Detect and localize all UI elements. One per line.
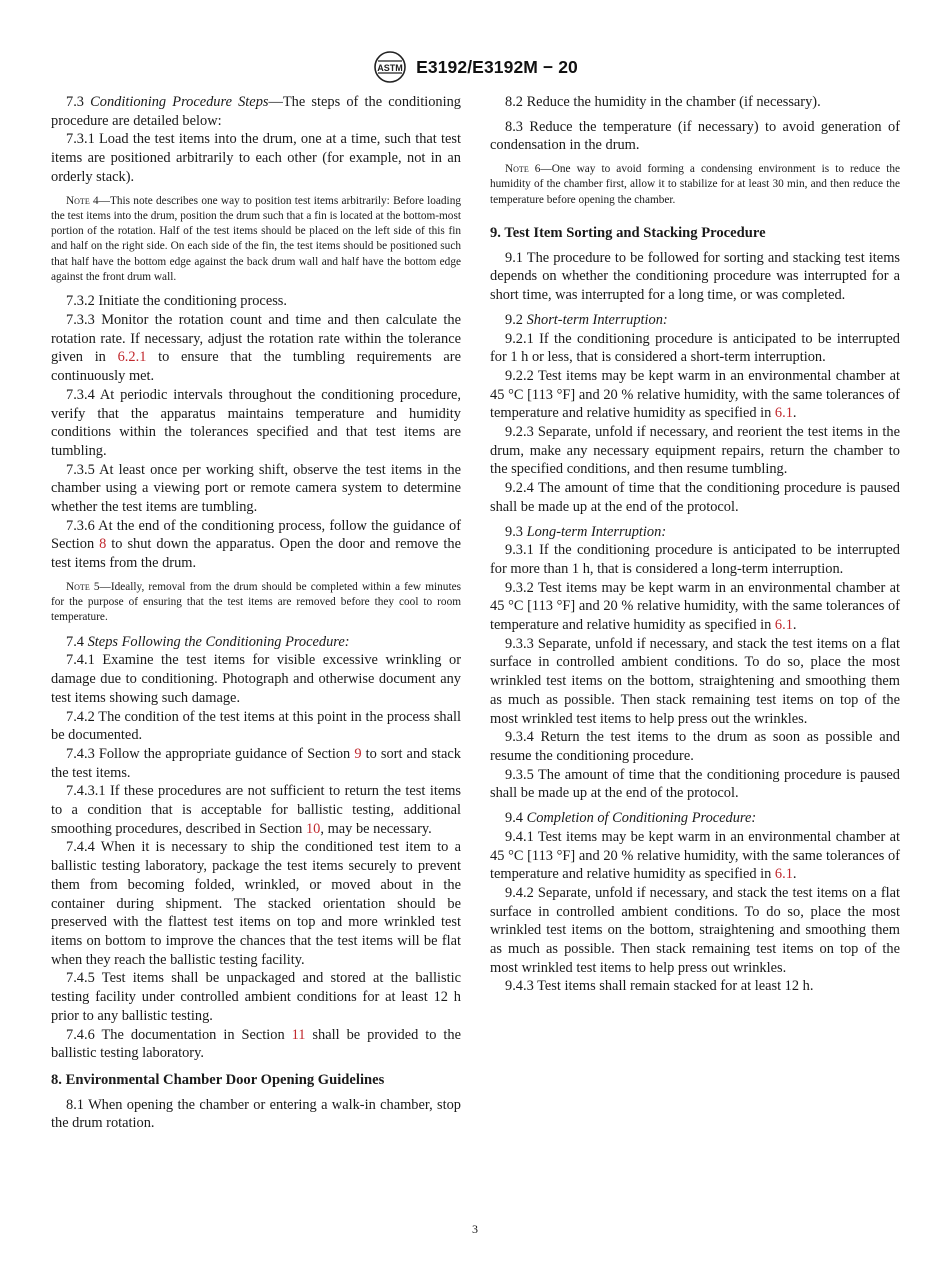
section-8-heading: 8. Environmental Chamber Door Opening Guidelines	[51, 1071, 385, 1088]
note-6: Note 6—One way to avoid forming a condensing environment is to reduce the humidity of the chamber first, allow it to stabilize for at least 30 min, and then reduce the temperature before opening the chamber.	[490, 163, 901, 206]
section-7-3-1: 7.3.1 Load the test items into the drum, one at a time, such that test items are positioned arbitrarily to each other (for example, not in an orderly stack).	[51, 131, 461, 185]
section-7-3-3: 7.3.3 Monitor the rotation count and time and then calculate the rotation rate. If necessary, adjust the rotation rate within the tolerance given in 6.2.1 to ensure that the tumbling requirements are continuously met.	[51, 312, 461, 385]
section-7-3-6: 7.3.6 At the end of the conditioning process, follow the guidance of Section 8 to shut down the apparatus. Open the door and remove the test items from the drum.	[51, 517, 461, 572]
ref-6-1-link[interactable]: 6.1	[774, 405, 793, 422]
page-number: 3	[472, 1222, 478, 1236]
section-9-2-4: 9.2.4 The amount of time that the conditioning procedure is paused shall be made up at the end of the protocol.	[490, 480, 900, 515]
section-7-4-1: 7.4.1 Examine the test items for visible excessive wrinkling or damage due to conditioning. Photograph and otherwise document any test items showing such damage.	[51, 652, 461, 706]
astm-logo-icon	[372, 50, 408, 84]
section-9-3-3: 9.3.3 Separate, unfold if necessary, and stack the test items on a flat surface in controlled ambient conditions. To do so, place the most wrinkled test items on the bottom, straightening and smoothing them as much as possible. Then stack remaining test items on top of the most wrinkled test items to help press out the wrinkles.	[490, 635, 900, 727]
section-9-3-1: 9.3.1 If the conditioning procedure is anticipated to be interrupted for more than 1 h, that is considered a long-term interruption.	[490, 542, 900, 577]
section-9-4-3: 9.4.3 Test items shall remain stacked for at least 12 h.	[505, 978, 814, 995]
section-9-1: 9.1 The procedure to be followed for sorting and stacking test items depends on whether the conditioning procedure was interrupted for a short time, was interrupted for a long time, or was completed.	[490, 249, 900, 304]
section-7-4-5: 7.4.5 Test items shall be unpackaged and stored at the ballistic testing facility under controlled ambient conditions for at least 12 h prior to any ballistic testing.	[51, 970, 461, 1024]
ref-6-1-link[interactable]: 6.1	[774, 617, 793, 634]
section-7-3-4: 7.3.4 At periodic intervals throughout the conditioning procedure, verify that the apparatus maintains temperature and humidity conditions within the tolerances specified and that test items are tumbling.	[51, 386, 461, 459]
svg-text:ASTM: ASTM	[377, 63, 403, 73]
section-9-2-3: 9.2.3 Separate, unfold if necessary, and reorient the test items in the drum, make any necessary equipment repairs, return the chamber to the specified conditions, and then resume tumbling.	[490, 424, 900, 478]
section-9-4-1: 9.4.1 Test items may be kept warm in an environmental chamber at 45 °C [113 °F] and 20 % relative humidity, with the same tolerances of temperature and relative humidity as specified in 6.1.	[490, 828, 900, 883]
section-7-4-6: 7.4.6 The documentation in Section 11 shall be provided to the ballistic testing laboratory.	[51, 1026, 461, 1062]
ref-section-8-link[interactable]: 8	[99, 536, 107, 553]
section-7-3-5: 7.3.5 At least once per working shift, observe the test items in the chamber using a viewing port or remote camera system to determine whether the test items are tumbling.	[51, 461, 461, 516]
ref-section-10-link[interactable]: 10	[305, 820, 321, 837]
document-designation: E3192/E3192M − 20	[416, 56, 578, 77]
section-7-4: 7.4 Steps Following the Conditioning Procedure:	[66, 633, 350, 650]
section-9-3: 9.3 Long-term Interruption:	[505, 523, 667, 540]
section-9-2-1: 9.2.1 If the conditioning procedure is anticipated to be interrupted for 1 h or less, that is considered a short-term interruption.	[490, 330, 900, 366]
section-7-3: 7.3 Conditioning Procedure Steps—The steps of the conditioning procedure are detailed below:	[51, 94, 461, 129]
section-7-4-4: 7.4.4 When it is necessary to ship the conditioned test item to a ballistic testing laboratory, package the test items securely to prevent them from becoming folded, wrinkled, or moved about in the container during shipment. The stacked orientation should be preserved with the flattest test items on top and more wrinkled test items on bottom to improve the chances that the test items will be flat when they reach the ballistic testing facility.	[51, 839, 461, 968]
section-8-2: 8.2 Reduce the humidity in the chamber (if necessary).	[505, 94, 821, 110]
right-column	[490, 93, 900, 996]
ref-section-9-link[interactable]: 9	[354, 745, 362, 762]
left-column	[51, 93, 461, 1133]
section-8-1: 8.1 When opening the chamber or entering a walk-in chamber, stop the drum rotation.	[51, 1096, 461, 1132]
section-9-heading: 9. Test Item Sorting and Stacking Procedure	[490, 225, 766, 241]
section-8-3: 8.3 Reduce the temperature (if necessary) to avoid generation of condensation in the drum.	[490, 118, 900, 154]
section-7-4-2: 7.4.2 The condition of the test items at this point in the process shall be documented.	[51, 708, 461, 744]
section-9-3-5: 9.3.5 The amount of time that the conditioning procedure is paused shall be made up at the end of the protocol.	[490, 766, 900, 802]
section-7-3-2: 7.3.2 Initiate the conditioning process.	[66, 293, 288, 310]
ref-6-1-link[interactable]: 6.1	[774, 866, 793, 883]
section-9-4-2: 9.4.2 Separate, unfold if necessary, and stack the test items on a flat surface in controlled ambient conditions. To do so, place the most wrinkled test items on the bottom, straightening and smoothing them as much as possible. Then stack remaining test items on top of the most wrinkled test items to help press out wrinkles.	[490, 884, 900, 976]
ref-section-11-link[interactable]: 11	[291, 1026, 306, 1043]
section-7-4-3: 7.4.3 Follow the appropriate guidance of Section 9 to sort and stack the test items.	[51, 745, 461, 781]
note-5: Note 5—Ideally, removal from the drum should be completed within a few minutes for the purpose of ensuring that the test items are removed before they cool to room temperature.	[51, 580, 461, 624]
section-9-2: 9.2 Short-term Interruption:	[505, 311, 668, 328]
section-9-3-2: 9.3.2 Test items may be kept warm in an environmental chamber at 45 °C [113 °F] and 20 % relative humidity, with the same tolerances of temperature and relative humidity as specified in 6.1.	[490, 579, 900, 634]
section-9-2-2: 9.2.2 Test items may be kept warm in an environmental chamber at 45 °C [113 °F] and 20 % relative humidity, with the same tolerances of temperature and relative humidity as specified in 6.1.	[490, 367, 900, 422]
section-7-4-3-1: 7.4.3.1 If these procedures are not sufficient to return the test items to a condition that is acceptable for ballistic testing, additional smoothing procedures, described in Section 10, may be necessary.	[51, 783, 461, 837]
page-header	[0, 50, 950, 84]
section-9-3-4: 9.3.4 Return the test items to the drum as soon as possible and resume the conditioning procedure.	[490, 729, 900, 764]
note-4: Note 4—This note describes one way to position test items arbitrarily: Before loading the test items into the drum, position the drum such that a fin is located at the bottom-most portion of the rotation. Half of the test items should be placed on the left side of this fin and half on the right side. On each side of the fin, the test items should be positioned such that half have the bottom edge against the back drum wall and half have the bottom edge against the front drum wall.	[51, 194, 461, 283]
ref-6-2-1-link[interactable]: 6.2.1	[117, 349, 147, 366]
section-9-4: 9.4 Completion of Conditioning Procedure:	[505, 810, 757, 827]
